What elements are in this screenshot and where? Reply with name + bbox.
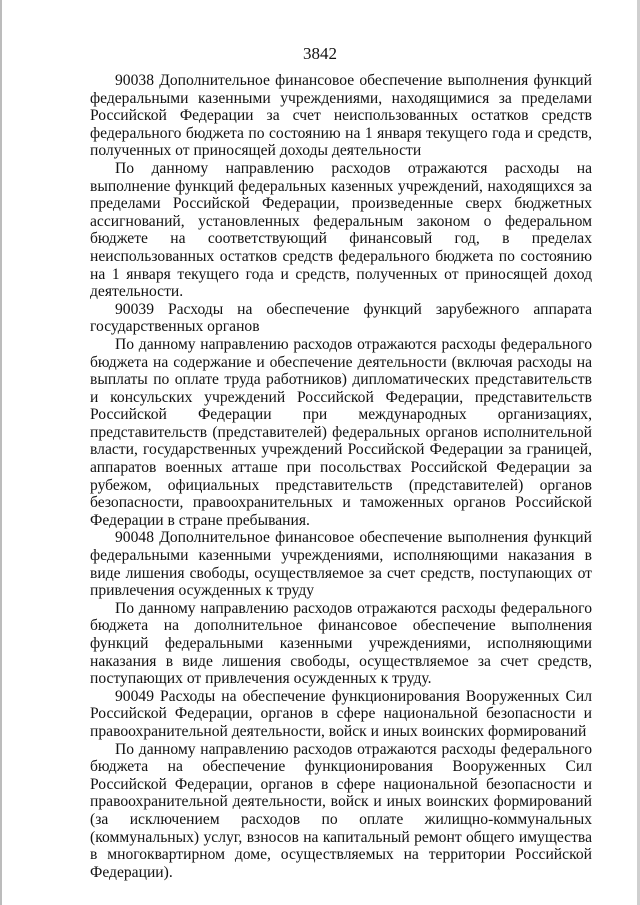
paragraph-90038-heading: 90038 Дополнительное финансовое обеспечение выполнения функций федеральными казенными учреждениями, находящимися за пределами Российской Федерации за счет неиспользованных остатков средств федерального бюджета по состоянию на 1 января текущего года и средств, полученных от приносящей доходы деятельности <box>90 72 592 160</box>
paragraph-90048-heading: 90048 Дополнительное финансовое обеспечение выполнения функций федеральными казенными учреждениями, исполняющими наказания в виде лишения свободы, осуществляемое за счет средств, поступающих от привлечения осужденных к труду <box>90 529 592 600</box>
scan-edge-left <box>0 0 2 905</box>
document-body <box>90 72 592 881</box>
paragraph-90049-description: По данному направлению расходов отражаются расходы федерального бюджета на обеспечение функционирования Вооруженных Сил Российской Федерации, органов в сфере национальной безопасности и правоохранительной деятельности, войск и иных воинских формирований (за исключением расходов по оплате жилищно-коммунальных (коммунальных) услуг, взносов на капитальный ремонт общего имущества в многоквартирном доме, осуществляемых на территории Российской Федерации). <box>90 740 592 881</box>
paragraph-90049-heading: 90049 Расходы на обеспечение функционирования Вооруженных Сил Российской Федерации, органов в сфере национальной безопасности и правоохранительной деятельности, войск и иных воинских формирований <box>90 687 592 740</box>
paragraph-90038-description: По данному направлению расходов отражаются расходы на выполнение функций федеральных казенных учреждений, находящихся за пределами Российской Федерации, произведенные сверх бюджетных ассигнований, установленных федеральным законом о федеральном бюджете на соответствующий финансовый год, в пределах неиспользованных остатков средств федерального бюджета по состоянию на 1 января текущего года и средств, полученных от приносящей доход деятельности. <box>90 159 592 301</box>
paragraph-90039-heading: 90039 Расходы на обеспечение функций зарубежного аппарата государственных органов <box>90 300 592 336</box>
page-number: 3842 <box>303 44 337 63</box>
paragraph-90039-description: По данному направлению расходов отражаются расходы федерального бюджета на содержание и обеспечение деятельности (включая расходы на выплаты по оплате труда работников) дипломатических представительств и консульских учреждений Российской Федерации, представительств Российской Федерации при международных организациях, представительств (представителей) федеральных органов исполнительной власти, государственных учреждений Российской Федерации за границей, аппаратов военных атташе при посольствах Российской Федерации за рубежом, официальных представительств (представителей) органов безопасности, правоохранительных и таможенных органов Российской Федерации в стране пребывания. <box>90 335 592 529</box>
paragraph-90048-description: По данному направлению расходов отражаются расходы федерального бюджета на дополнительное финансовое обеспечение выполнения функций федеральными казенными учреждениями, исполняющими наказания в виде лишения свободы, осуществляемое за счет средств, поступающих от привлечения осужденных к труду. <box>90 599 592 688</box>
